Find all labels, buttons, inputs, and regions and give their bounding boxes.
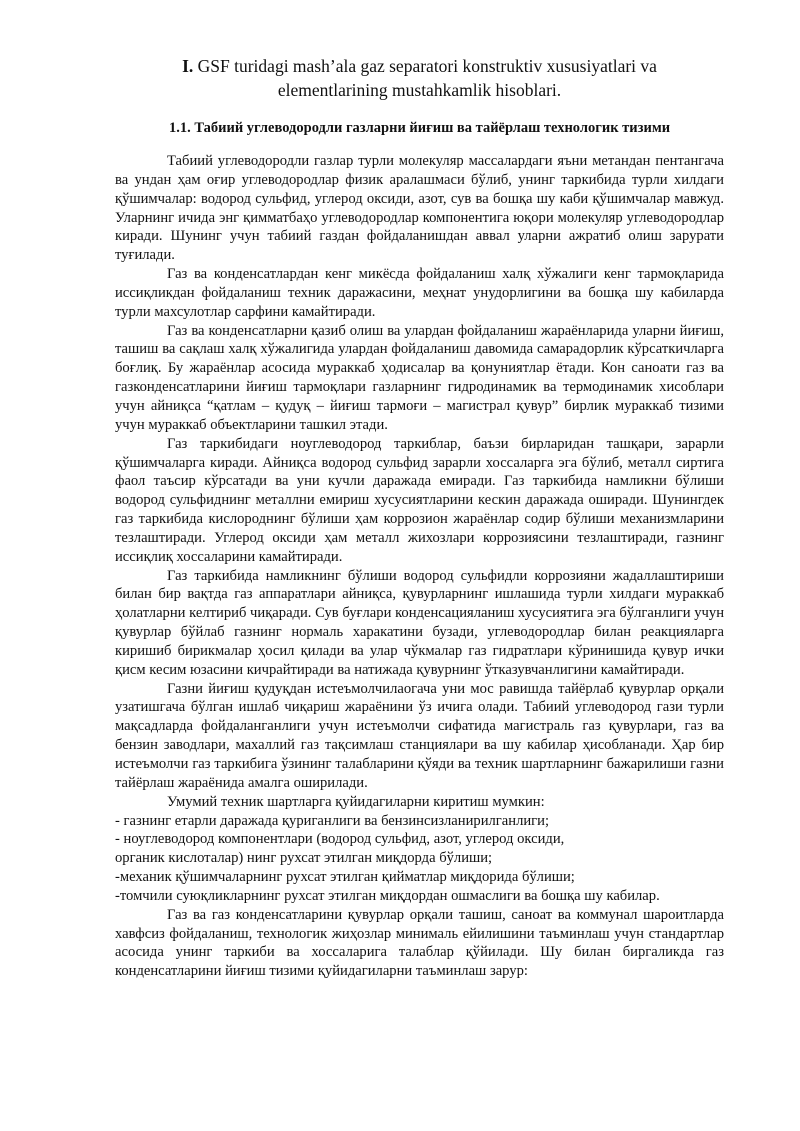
title-line-1: GSF turidagi mash’ala gaz separatori konstruktiv xususiyatlari va: [197, 56, 657, 76]
list-item: - газнинг етарли даражада қуриганлиги ва бензинсизланирилганлиги;: [115, 812, 550, 829]
paragraph: Газ таркибидаги ноуглеводород таркиблар, баъзи бирларидан ташқари, зарарли қўшимчаларга киради. Айниқса водород сульфид зарарли хоссаларга эга бўлиб, металл сиртига фаол таъсир кўрсатади ва уни кучли даражада емиради. Газ таркибида намликни бўлиши водород сульфиднинг металлни емириш хусусиятларини кескин даражада оширади. Шунингдек газ таркибида кислороднинг бўлиши ҳам коррозион жараёнлар содир бўлиши механизмларини тезлаштиради. Углерод оксиди ҳам металл жихозлари коррозиясини тезлаштиради, газнинг иссиқлиқ хоссаларини камайтиради.: [115, 435, 724, 565]
list-item: - ноуглеводород компонентлари (водород сульфид, азот, углерод оксиди,: [115, 831, 565, 848]
paragraph: Умумий техник шартларга қуйидагиларни киритиш мумкин:: [167, 793, 545, 810]
title-line-2: elementlarining mustahkamlik hisoblari.: [277, 80, 562, 100]
title-number: I.: [182, 56, 194, 76]
paragraph: Газ ва конденсатлардан кенг микёсда фойдаланиш халқ хўжалиги кенг тармоқларида иссиқликдан фойдаланиш техник даражасини, меҳнат унудорлигини ва бошқа шу кабиларда турли махсулотлар сарфини камайтиради.: [115, 266, 724, 320]
section-heading: 1.1. Табиий углеводородли газларни йиғиш ва тайёрлаш технологик тизими: [168, 120, 671, 136]
paragraph: Табиий углеводородли газлар турли молекуляр массалардаги яъни метандан пентангача ва ундан ҳам оғир углеводородлар физик аралашмаси бўлиб, унинг таркибида турли хилдаги қўшимчалар: водород сульфид, углерод оксиди, азот, сув ва бошқа шу каби қўшимчалар мавжуд. Уларнинг ичида энг қимматбаҳо углеводородлар компонентига юқори молекуляр углеводородлар киради. Шунинг учун табиий газдан фойдаланишдан аввал уларни ажратиб олиш зарурати туғилади.: [115, 153, 724, 264]
list-item: -механик қўшимчаларнинг рухсат этилган қийматлар миқдорида бўлиши;: [115, 869, 575, 886]
list-item: -томчили суюқликларнинг рухсат этилган миқдордан ошмаслиги ва бошқа шу кабилар.: [115, 887, 660, 904]
paragraph: Газ таркибида намликнинг бўлиши водород сульфидли коррозияни жадаллаштириши билан бир вақтда газ аппаратлари айниқса, қувурларнинг ишлашида турли хилдаги мураккаб ҳолатларни келтириб чиқаради. Сув буғлари конденсацияланиш хусусиятига эга бўлганлиги учун қувурлар бўйлаб газнинг нормаль харакатини бузади, углеводородлар билан реакцияларга киришиб бирикмалар ҳосил қилади ва улар чўкмалар газ гидратлари кўринишида қувур ички қисм кесим юзасини кичрайтиради ва натижада қувурнинг ўтказувчанлигини камайтиради.: [115, 567, 724, 678]
list-item: органик кислоталар) нинг рухсат этилган миқдорда бўлиши;: [115, 850, 493, 867]
document-title: [115, 54, 724, 102]
closing-paragraph: Газ ва газ конденсатларини қувурлар орқали ташиш, саноат ва коммунал шароитларда хавфсиз фойдаланиш, технологик жиҳозлар минималь ейилишини таъминлаш учун стандартлар асосида унинг таркиби ва хоссаларига талаблар қўйилади. Шу билан биргаликда газ конденсатларини йиғиш тизими қуйидагиларни таъминлаш зарур:: [115, 906, 724, 980]
paragraph: Газ ва конденсатларни қазиб олиш ва улардан фойдаланиш жараёнларида уларни йиғиш, ташиш ва сақлаш халқ хўжалигида улардан фойдаланиш давомида самарадорлик кўрсаткичларга боғлиқ. Бу жараёнлар асосида мураккаб ҳодисалар ва қонуниятлар ётади. Кон саноати газ ва газконденсатларини йиғиш тармоқлари газларнинг гидродинамик ва термодинамик хисоблари учун айниқса “қатлам – қудуқ – йиғиш тармоғи – магистрал қувур” бирлик мураккаб тизими учун мураккаб объектларини ташкил этади.: [115, 322, 724, 433]
paragraph: Газни йиғиш қудуқдан истеъмолчилаoгача уни мос равишда тайёрлаб қувурлар орқали узатишгача бўлган ишлаб чиқариш жараёнини ўз ичига олади. Табиий углеводород гази турли мақсадларда фойдаланганлиги учун истеъмолчи сифатида магистраль газ қувурлари, газ ва бензин заводлари, махаллий газ тақсимлаш станциялари ва шу кабилар ҳисобланади. Ҳар бир истеъмолчи газ таркибига ўзининг талабларини қўяди ва техник шартларнинг бажарилиши газни тайёрлаш жараёнида амалга оширилади.: [115, 680, 724, 791]
